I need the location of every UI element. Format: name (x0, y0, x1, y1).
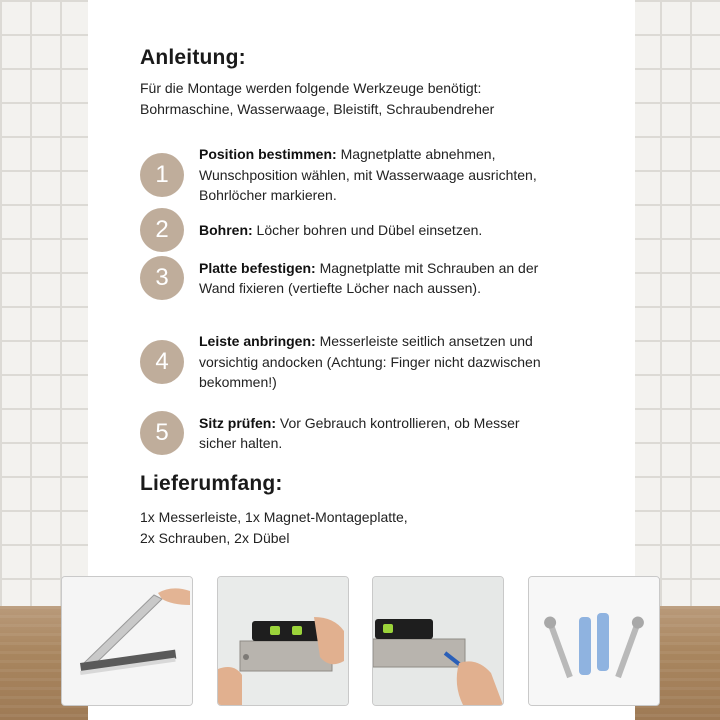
step-description: Löcher bohren und Dübel einsetzen. (252, 221, 483, 238)
photo-marking-holes (372, 576, 504, 706)
step-heading: Leiste anbringen: (199, 333, 316, 349)
step-4 (140, 331, 610, 393)
tools-list-line: Bohrmaschine, Wasserwaage, Bleistift, Schraubendreher (140, 101, 495, 117)
step-text (199, 413, 549, 454)
step-heading: Platte befestigen: (199, 259, 316, 276)
step-text (199, 144, 549, 206)
instructions-title: Anleitung: (140, 46, 246, 69)
level-plate-illustration (218, 577, 348, 705)
step-number-badge: 2 (140, 208, 184, 252)
knife-rail-illustration (62, 577, 192, 705)
step-heading: Sitz prüfen: (199, 414, 276, 431)
step-description: Vor Gebrauch kontrollieren, ob Messer sicher halten. (199, 414, 520, 451)
step-2 (140, 208, 610, 252)
step-5 (140, 411, 610, 455)
step-description: Magnetplatte abnehmen, Wunschposition wählen, mit Wasserwaage ausrichten, Bohrlöcher markieren. (199, 146, 537, 203)
screws-dowels-illustration (529, 577, 659, 705)
step-text (199, 220, 549, 241)
scope-title: Lieferumfang: (140, 472, 283, 495)
step-description: Magnetplatte mit Schrauben an der Wand fixieren (vertiefte Löcher nach aussen). (199, 259, 539, 296)
marking-illustration (373, 577, 503, 705)
photo-knife-rail (61, 576, 193, 706)
scope-line: 1x Messerleiste, 1x Magnet-Montageplatte, (140, 509, 408, 525)
step-1 (140, 144, 610, 206)
step-3 (140, 256, 610, 300)
scope-line: 2x Schrauben, 2x Dübel (140, 530, 290, 546)
step-heading: Position bestimmen: (199, 146, 337, 162)
step-number-badge: 1 (140, 153, 184, 197)
step-description: Messerleiste seitlich ansetzen und vorsichtig andocken (Achtung: Finger nicht dazwischen bekommen!) (199, 333, 541, 390)
step-heading: Bohren: (199, 221, 253, 238)
tools-intro-line: Für die Montage werden folgende Werkzeuge benötigt: (140, 80, 482, 96)
photo-level-alignment (217, 576, 349, 706)
step-number-badge: 4 (140, 340, 184, 384)
photo-screws-dowels (528, 576, 660, 706)
step-number-badge: 5 (140, 411, 184, 455)
step-text (199, 331, 549, 393)
step-text (199, 258, 549, 299)
scope-list (140, 507, 520, 549)
step-number-badge: 3 (140, 256, 184, 300)
tools-intro (140, 78, 620, 120)
